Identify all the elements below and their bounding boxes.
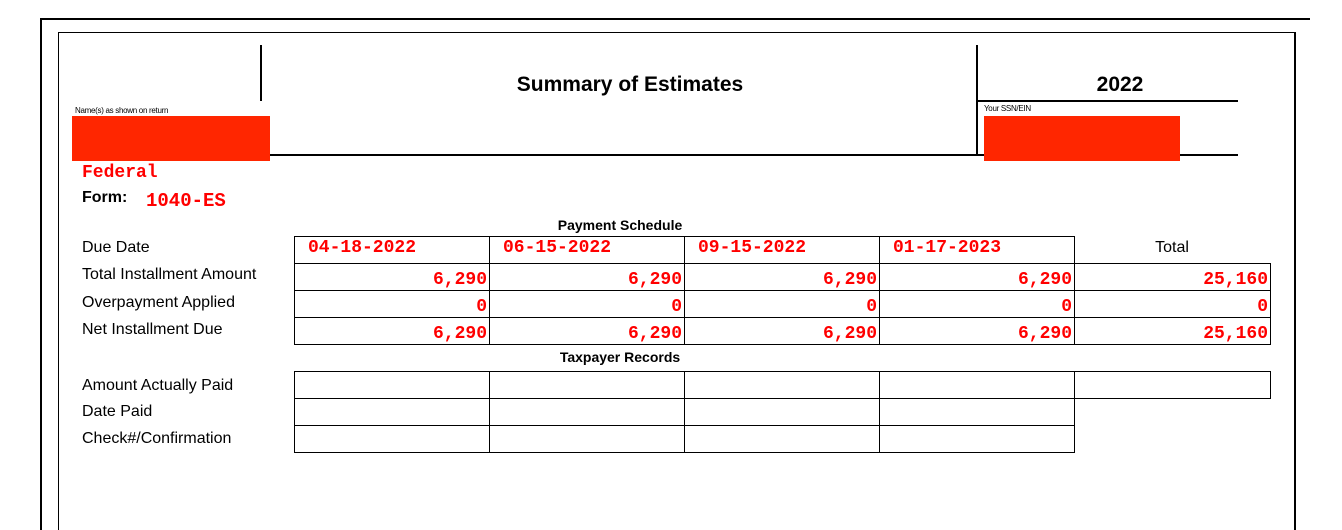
frame-top (40, 18, 1310, 20)
frame-left (40, 18, 42, 530)
grid-col-5 (1270, 263, 1271, 345)
check-4[interactable] (879, 425, 1075, 453)
net-due-3: 6,290 (822, 324, 877, 344)
total-installment-2: 6,290 (627, 270, 682, 290)
due-date-1: 04-18-2022 (308, 238, 417, 258)
date-paid-3[interactable] (684, 398, 880, 426)
due-date-label: Due Date (82, 239, 150, 256)
amount-paid-1[interactable] (294, 371, 490, 399)
overpayment-3: 0 (866, 297, 877, 317)
header-divider-left (260, 45, 262, 101)
check-3[interactable] (684, 425, 880, 453)
grid-line-row3 (294, 317, 1271, 318)
header-rule-right (978, 100, 1238, 102)
name-redaction (72, 116, 270, 161)
amount-paid-3[interactable] (684, 371, 880, 399)
frame-inner-left (58, 32, 59, 530)
name-label: Name(s) as shown on return (75, 106, 169, 115)
overpayment-4: 0 (1061, 297, 1072, 317)
frame-inner-top (58, 32, 1294, 33)
net-due-2: 6,290 (627, 324, 682, 344)
due-date-3: 09-15-2022 (698, 238, 807, 258)
total-installment-4: 6,290 (1017, 270, 1072, 290)
page-title: Summary of Estimates (516, 73, 744, 96)
taxpayer-records-title: Taxpayer Records (559, 349, 681, 365)
ssn-label: Your SSN/EIN (984, 104, 1031, 113)
grid-line-bottom (294, 344, 1271, 345)
date-paid-4[interactable] (879, 398, 1075, 426)
overpayment-label: Overpayment Applied (82, 294, 235, 311)
net-due-total: 25,160 (1203, 324, 1268, 344)
overpayment-1: 0 (476, 297, 487, 317)
payment-schedule-title: Payment Schedule (557, 217, 683, 233)
frame-right (1294, 32, 1296, 530)
total-installment-label: Total Installment Amount (82, 266, 257, 283)
net-due-label: Net Installment Due (82, 321, 223, 338)
total-installment-3: 6,290 (822, 270, 877, 290)
total-installment-total: 25,160 (1203, 270, 1268, 290)
total-installment-1: 6,290 (432, 270, 487, 290)
overpayment-2: 0 (671, 297, 682, 317)
total-header: Total (1155, 239, 1189, 256)
overpayment-total: 0 (1257, 297, 1268, 317)
form-number: 1040-ES (146, 190, 226, 212)
due-date-2: 06-15-2022 (503, 238, 612, 258)
check-label: Check#/Confirmation (82, 430, 232, 447)
check-1[interactable] (294, 425, 490, 453)
form-label: Form: (82, 189, 128, 206)
tax-year: 2022 (1096, 73, 1144, 96)
check-2[interactable] (489, 425, 685, 453)
amount-paid-total[interactable] (1074, 371, 1271, 399)
due-date-4: 01-17-2023 (893, 238, 1002, 258)
grid-line-row2 (294, 290, 1271, 291)
date-paid-1[interactable] (294, 398, 490, 426)
jurisdiction-label: Federal (82, 163, 158, 183)
amount-paid-2[interactable] (489, 371, 685, 399)
amount-paid-4[interactable] (879, 371, 1075, 399)
date-paid-2[interactable] (489, 398, 685, 426)
ssn-redaction (984, 116, 1180, 161)
date-paid-label: Date Paid (82, 403, 153, 420)
amount-paid-label: Amount Actually Paid (82, 377, 234, 394)
net-due-4: 6,290 (1017, 324, 1072, 344)
grid-line-row1 (294, 263, 1271, 264)
net-due-1: 6,290 (432, 324, 487, 344)
